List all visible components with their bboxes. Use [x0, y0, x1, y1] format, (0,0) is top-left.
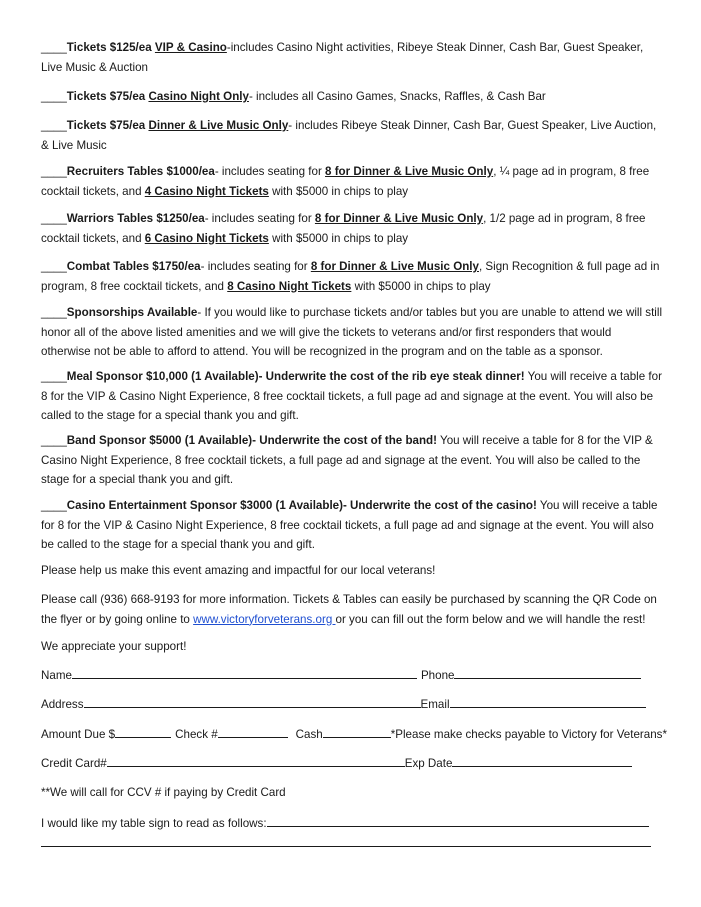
phone-label: Phone — [420, 669, 455, 682]
ticket-option-casino — [41, 87, 663, 107]
sponsor-desc: You will receive a table for 8 for the VIP & Casino Night Experience, 8 free cocktail tickets, a full page ad and signage at the event. You will also be called to the stage for a special thank you and gift. — [41, 434, 653, 486]
appeal-text: Please help us make this event amazing and impactful for our local veterans! — [41, 564, 436, 577]
table-desc: - includes seating for — [204, 212, 315, 225]
blank-line[interactable]: ____ — [41, 90, 67, 103]
ticket-desc: -includes Casino Night activities, Ribeye Steak Dinner, Cash Bar, Guest Speaker, Live Music & Auction — [41, 41, 644, 74]
email-field[interactable] — [450, 695, 646, 708]
sponsor-desc: You will receive a table for 8 for the VIP & Casino Night Experience, 8 free cocktail tickets, a full page ad and signage at the event. You will also be called to the stage for a special thank you and gift. — [41, 499, 658, 551]
ticket-option-vip — [41, 38, 663, 77]
sponsor-title: Casino Entertainment Sponsor $3000 (1 Available)- Underwrite the cost of the casino! — [66, 499, 537, 512]
cash-field[interactable] — [323, 725, 391, 738]
blank-line[interactable]: ____ — [41, 499, 67, 512]
blank-line[interactable]: ____ — [41, 212, 67, 225]
sponsor-option-casino — [41, 496, 663, 555]
exp-date-field[interactable] — [452, 754, 632, 767]
address-field[interactable] — [84, 695, 421, 708]
table-option-combat — [41, 257, 663, 296]
table-desc: with $5000 in chips to play — [351, 279, 491, 293]
cash-label: Cash — [295, 728, 323, 741]
sponsorships-available — [41, 303, 663, 362]
blank-line[interactable]: ____ — [41, 119, 67, 132]
website-link[interactable]: www.victoryforveterans.org — [193, 612, 336, 626]
payment-row — [41, 725, 667, 745]
blank-line[interactable]: ____ — [41, 41, 67, 54]
ticket-desc: - includes Ribeye Steak Dinner, Cash Bar, Guest Speaker, Live Auction, & Live Music — [41, 119, 657, 152]
blank-line[interactable]: ____ — [41, 260, 67, 273]
table-sign-label: I would like my table sign to read as follows: — [41, 817, 267, 830]
table-desc: - includes seating for — [214, 165, 326, 178]
check-number-field[interactable] — [218, 725, 288, 738]
sponsor-option-band — [41, 431, 663, 490]
ticket-title: Tickets $75/ea — [66, 119, 146, 132]
sponsorships-desc: - If you would like to purchase tickets and/or tables but you are unable to attend we will still honor all of the above listed amenities and we will give the tickets to veterans and/or first responders that would otherwise not be able to afford to attend. You will be recognized in the program and on the table as a sponsor. — [41, 306, 663, 358]
ccv-note: **We will call for CCV # if paying by Credit Card — [41, 786, 286, 799]
address-email-row — [41, 695, 646, 715]
sponsor-option-meal — [41, 367, 663, 426]
table-sign-field-line-2[interactable] — [41, 846, 651, 847]
ticket-tier: Casino Night Only — [148, 90, 249, 103]
exp-date-label: Exp Date — [404, 757, 453, 770]
table-casino: 4 Casino Night Tickets — [144, 184, 269, 198]
amount-due-label: Amount Due $ — [41, 728, 116, 741]
sponsorships-title: Sponsorships Available — [66, 306, 198, 319]
phone-field[interactable] — [454, 666, 641, 679]
table-desc: , ¼ page ad in program, 8 free cocktail tickets, and — [41, 165, 650, 198]
table-seating: 8 for Dinner & Live Music Only — [325, 165, 494, 178]
ticket-tier: Dinner & Live Music Only — [148, 119, 289, 132]
table-desc: , Sign Recognition & full page ad in program, 8 free cocktail tickets, and — [41, 260, 660, 293]
table-option-recruiters — [41, 162, 663, 201]
table-desc: with $5000 in chips to play — [268, 184, 409, 198]
amount-due-field[interactable] — [115, 725, 171, 738]
checks-note: *Please make checks payable to Victory for Veterans* — [390, 728, 667, 741]
email-label: Email — [420, 698, 450, 711]
table-casino: 8 Casino Night Tickets — [227, 279, 352, 293]
thanks-text: We appreciate your support! — [41, 640, 187, 653]
table-desc: with $5000 in chips to play — [268, 231, 409, 245]
ticket-desc: - includes all Casino Games, Snacks, Raffles, & Cash Bar — [248, 90, 546, 103]
ticket-option-dinner — [41, 116, 663, 155]
table-title: Combat Tables $1750/ea — [66, 260, 201, 273]
table-title: Warriors Tables $1250/ea — [66, 212, 205, 225]
name-phone-row — [41, 666, 641, 686]
table-desc: - includes seating for — [200, 260, 311, 273]
name-label: Name — [41, 669, 72, 682]
address-label: Address — [41, 698, 84, 711]
credit-card-field[interactable] — [107, 754, 405, 767]
table-desc: , 1/2 page ad in program, 8 free cocktail tickets, and — [41, 212, 646, 245]
ticket-title: Tickets $125/ea — [66, 41, 152, 54]
blank-line[interactable]: ____ — [41, 370, 67, 383]
table-sign-field[interactable] — [267, 814, 649, 827]
contact-text: Please call (936) 668-9193 for more information. Tickets & Tables can easily be purchased by scanning the QR Code on the flyer or by going online to — [41, 593, 657, 626]
check-label: Check # — [175, 728, 218, 741]
table-title: Recruiters Tables $1000/ea — [66, 165, 215, 178]
ticket-title: Tickets $75/ea — [66, 90, 146, 103]
sponsor-desc: You will receive a table for 8 for the VIP & Casino Night Experience, 8 free cocktail tickets, a full page ad and signage at the event. You will also be called to the stage for a special thank you and gift. — [41, 370, 662, 422]
blank-line[interactable]: ____ — [41, 165, 67, 178]
contact-text: or you can fill out the form below and we will handle the rest! — [335, 612, 646, 626]
table-sign-row — [41, 814, 649, 834]
table-casino: 6 Casino Night Tickets — [144, 231, 269, 245]
blank-line[interactable]: ____ — [41, 434, 67, 447]
sponsor-title: Band Sponsor $5000 (1 Available)- Underwrite the cost of the band! — [66, 434, 438, 447]
table-seating: 8 for Dinner & Live Music Only — [314, 212, 484, 225]
credit-card-label: Credit Card# — [41, 757, 107, 770]
blank-line[interactable]: ____ — [41, 306, 67, 319]
table-option-warriors — [41, 209, 663, 248]
sponsor-title: Meal Sponsor $10,000 (1 Available)- Underwrite the cost of the rib eye steak dinner! — [66, 370, 525, 383]
name-field[interactable] — [72, 666, 417, 679]
credit-card-row — [41, 754, 632, 774]
table-seating: 8 for Dinner & Live Music Only — [310, 260, 479, 273]
contact-info — [41, 590, 663, 629]
ticket-tier: VIP & Casino — [154, 41, 227, 54]
